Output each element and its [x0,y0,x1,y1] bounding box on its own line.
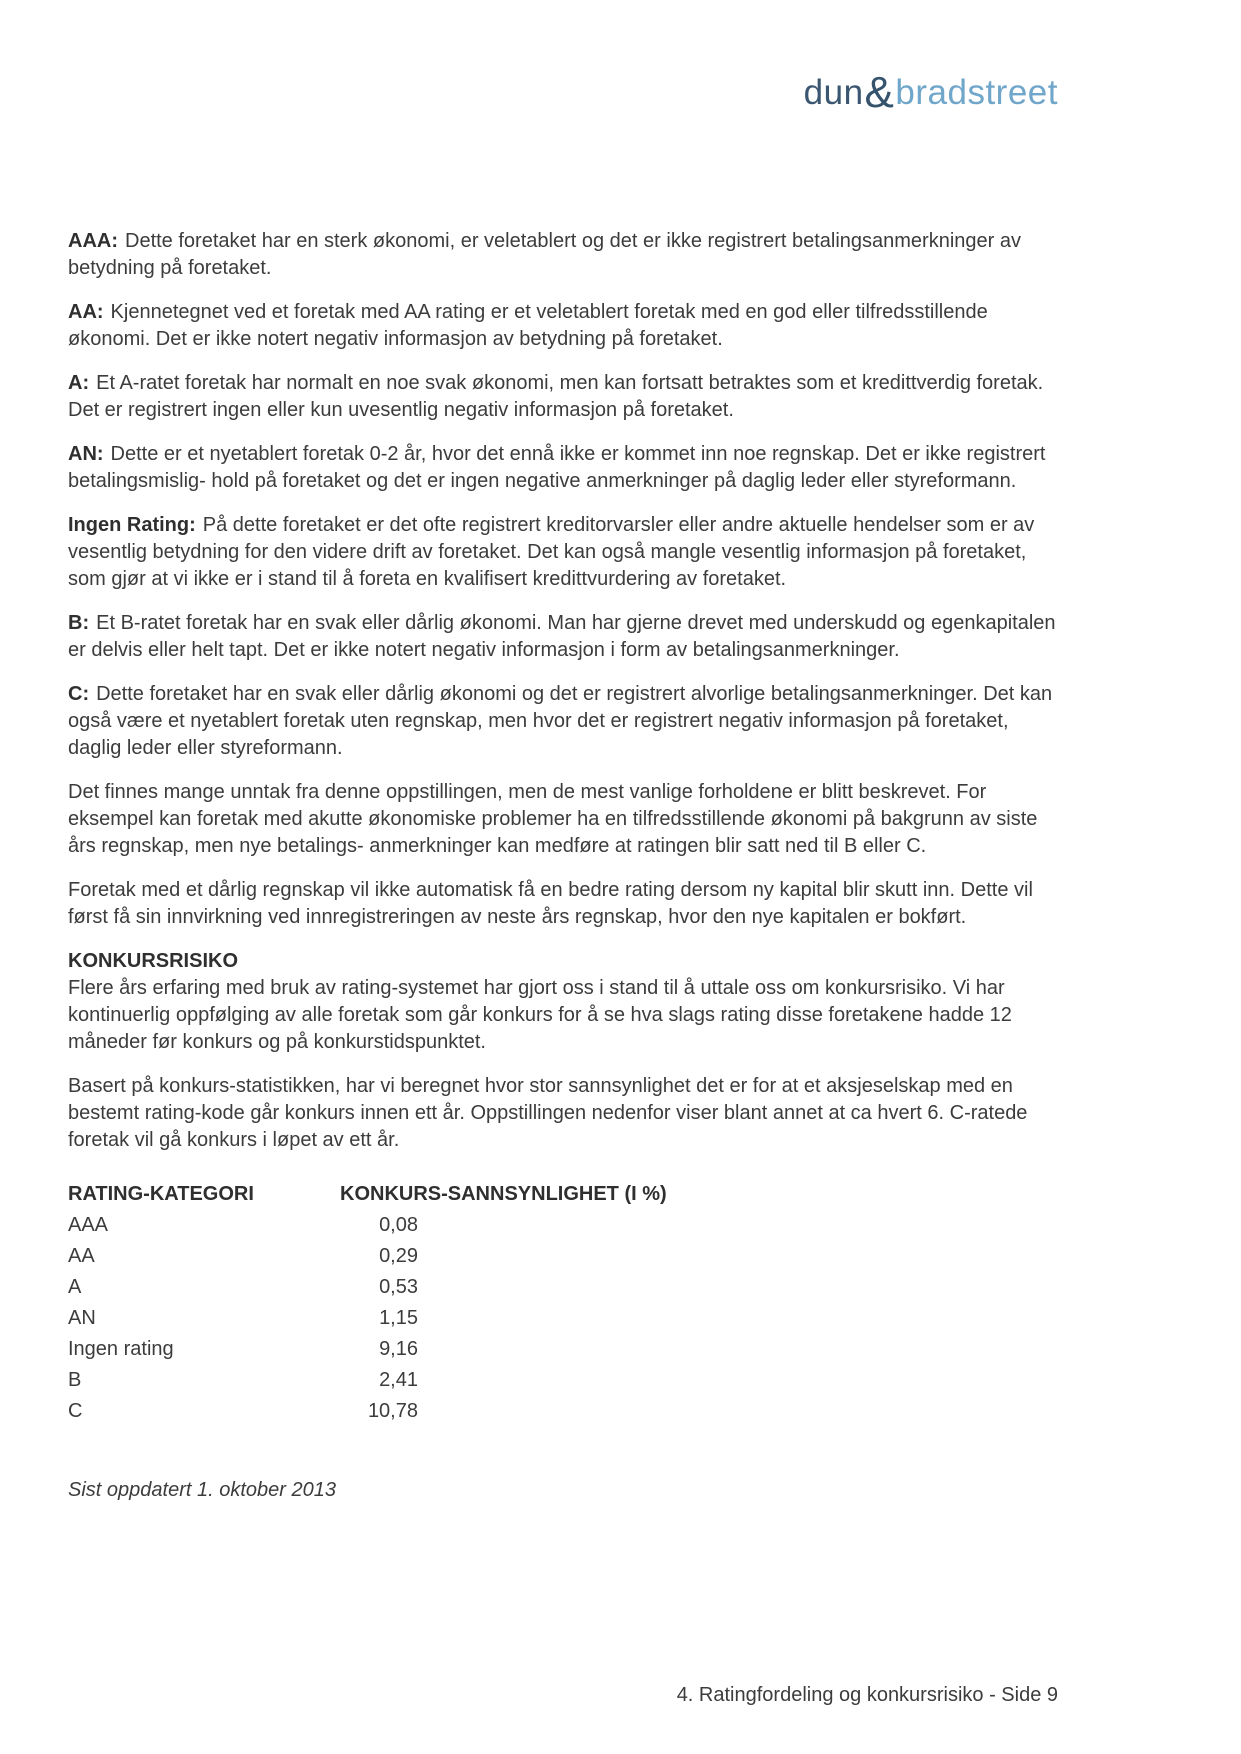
exceptions-note: Det finnes mange unntak fra denne oppstillingen, men de mest vanlige forholdene er blitt beskrevet. For eksempel kan foretak med akutte økonomiske problemer ha en tilfredsstillende økonomi på bakgrunn av siste års regnskap, men nye betalings- anmerkninger kan medføre at ratingen blir satt ned til B eller C. [68,781,1038,857]
table-row-an [68,1303,1058,1334]
rating-text-aa: Kjennetegnet ved et foretak med AA rating er et veletablert foretak med en god eller tilfredsstillende økonomi. Det er ikke notert negativ informasjon av betydning på foretaket. [68,301,988,350]
rating-definition-c [68,681,1058,762]
last-updated-note: Sist oppdatert 1. oktober 2013 [68,1479,336,1501]
table-row-b [68,1365,1058,1396]
table-cell-probability: 1,15 [379,1307,418,1329]
rating-text-a: Et A-ratet foretak har normalt en noe svak økonomi, men kan fortsatt betraktes som et kredittverdig foretak. Det er registrert ingen eller kun uvesentlig negativ informasjon på foretaket. [68,372,1044,421]
rating-text-ingen-rating: På dette foretaket er det ofte registrert kreditorvarsler eller andre aktuelle hendelser som er av vesentlig betydning for den videre drift av foretaket. Det kan også mangle vesentlig informasjon på foretaket, som gjør at vi ikke er i stand til å foreta en kvalifisert kredittvurdering av foretaket. [68,514,1035,590]
rating-text-an: Dette er et nyetablert foretak 0-2 år, hvor det ennå ikke er kommet inn noe regnskap. Det er ikke registrert betalingsmislig- hold på foretaket og det er ingen negative anmerkninger på daglig leder eller styreformann. [68,443,1046,492]
table-cell-probability: 9,16 [379,1338,418,1360]
rating-label-aaa: AAA: [68,230,118,252]
table-cell-category: Ingen rating [68,1338,174,1360]
table-header-row [68,1178,1058,1210]
table-row-a [68,1272,1058,1303]
table-cell-probability: 2,41 [379,1369,418,1391]
table-row-ingen-rating [68,1334,1058,1365]
table-cell-probability: 10,78 [367,1400,418,1422]
rating-definition-an [68,441,1058,495]
rating-label-a: A: [68,372,90,394]
rating-definition-ingen-rating [68,512,1058,593]
rating-label-an: AN: [68,443,104,465]
rating-label-b: B: [68,612,90,634]
rating-text-b: Et B-ratet foretak har en svak eller dårlig økonomi. Man har gjerne drevet med underskudd og egenkapitalen er delvis eller helt tapt. Det er ikke notert negativ informasjon i form av betalingsanmerkninger. [68,612,1056,661]
rating-label-aa: AA: [68,301,104,323]
table-cell-probability: 0,53 [379,1276,418,1298]
konkursrisiko-paragraph-2: Basert på konkurs-statistikken, har vi beregnet hvor stor sannsynlighet det er for at et aksjeselskap med en bestemt rating-kode går konkurs innen ett år. Oppstillingen nedenfor viser blant annet at ca hvert 6. C-ratede foretak vil gå konkurs i løpet av ett år. [68,1075,1028,1151]
table-row-aa [68,1241,1058,1272]
table-cell-probability: 0,29 [379,1245,418,1267]
rating-definition-aa [68,299,1058,353]
rating-definition-b [68,610,1058,664]
table-cell-category: A [68,1276,82,1298]
table-header-konkurs-sannsynlighet: KONKURS-SANNSYNLIGHET (I %) [340,1182,667,1205]
rating-label-ingen-rating: Ingen Rating: [68,514,196,536]
table-cell-probability: 0,08 [379,1214,418,1236]
table-cell-category: B [68,1369,82,1391]
table-cell-category: C [68,1400,83,1422]
dun-bradstreet-logo [68,68,1058,117]
konkursrisiko-section [68,948,1058,1056]
document-body [68,228,1058,1502]
konkursrisiko-heading: KONKURSRISIKO [68,950,239,972]
rating-label-c: C: [68,683,90,705]
table-row-aaa [68,1210,1058,1241]
rating-definition-aaa [68,228,1058,282]
logo-text-bradstreet: bradstreet [895,73,1058,112]
table-header-rating-kategori: RATING-KATEGORI [68,1182,254,1205]
page-footer: 4. Ratingfordeling og konkursrisiko - Side 9 [676,1684,1058,1706]
table-cell-category: AA [68,1245,95,1267]
logo-ampersand-icon: & [864,68,895,117]
rating-definition-a [68,370,1058,424]
table-row-c [68,1396,1058,1427]
logo-text-dun: dun [803,73,864,112]
rating-text-aaa: Dette foretaket har en sterk økonomi, er veletablert og det er ikke registrert betalingsanmerkninger av betydning på foretaket. [68,230,1021,279]
konkursrisiko-paragraph-1: Flere års erfaring med bruk av rating-systemet har gjort oss i stand til å uttale oss om konkursrisiko. Vi har kontinuerlig oppfølging av alle foretak som går konkurs for å se hva slags rating disse foretakene hadde 12 måneder før konkurs og på konkurstidspunktet. [68,977,1012,1053]
table-cell-category: AN [68,1307,96,1329]
capital-injection-note: Foretak med et dårlig regnskap vil ikke automatisk få en bedre rating dersom ny kapital blir skutt inn. Dette vil først få sin innvirkning ved innregistreringen av neste års regnskap, hvor den nye kapitalen er bokført. [68,879,1033,928]
table-cell-category: AAA [68,1214,109,1236]
rating-text-c: Dette foretaket har en svak eller dårlig økonomi og det er registrert alvorlige betalingsanmerkninger. Det kan også være et nyetablert foretak uten regnskap, men hvor det er registrert negativ informasjon på foretaket, daglig leder eller styreformann. [68,683,1053,759]
konkurs-probability-table [68,1178,1058,1427]
